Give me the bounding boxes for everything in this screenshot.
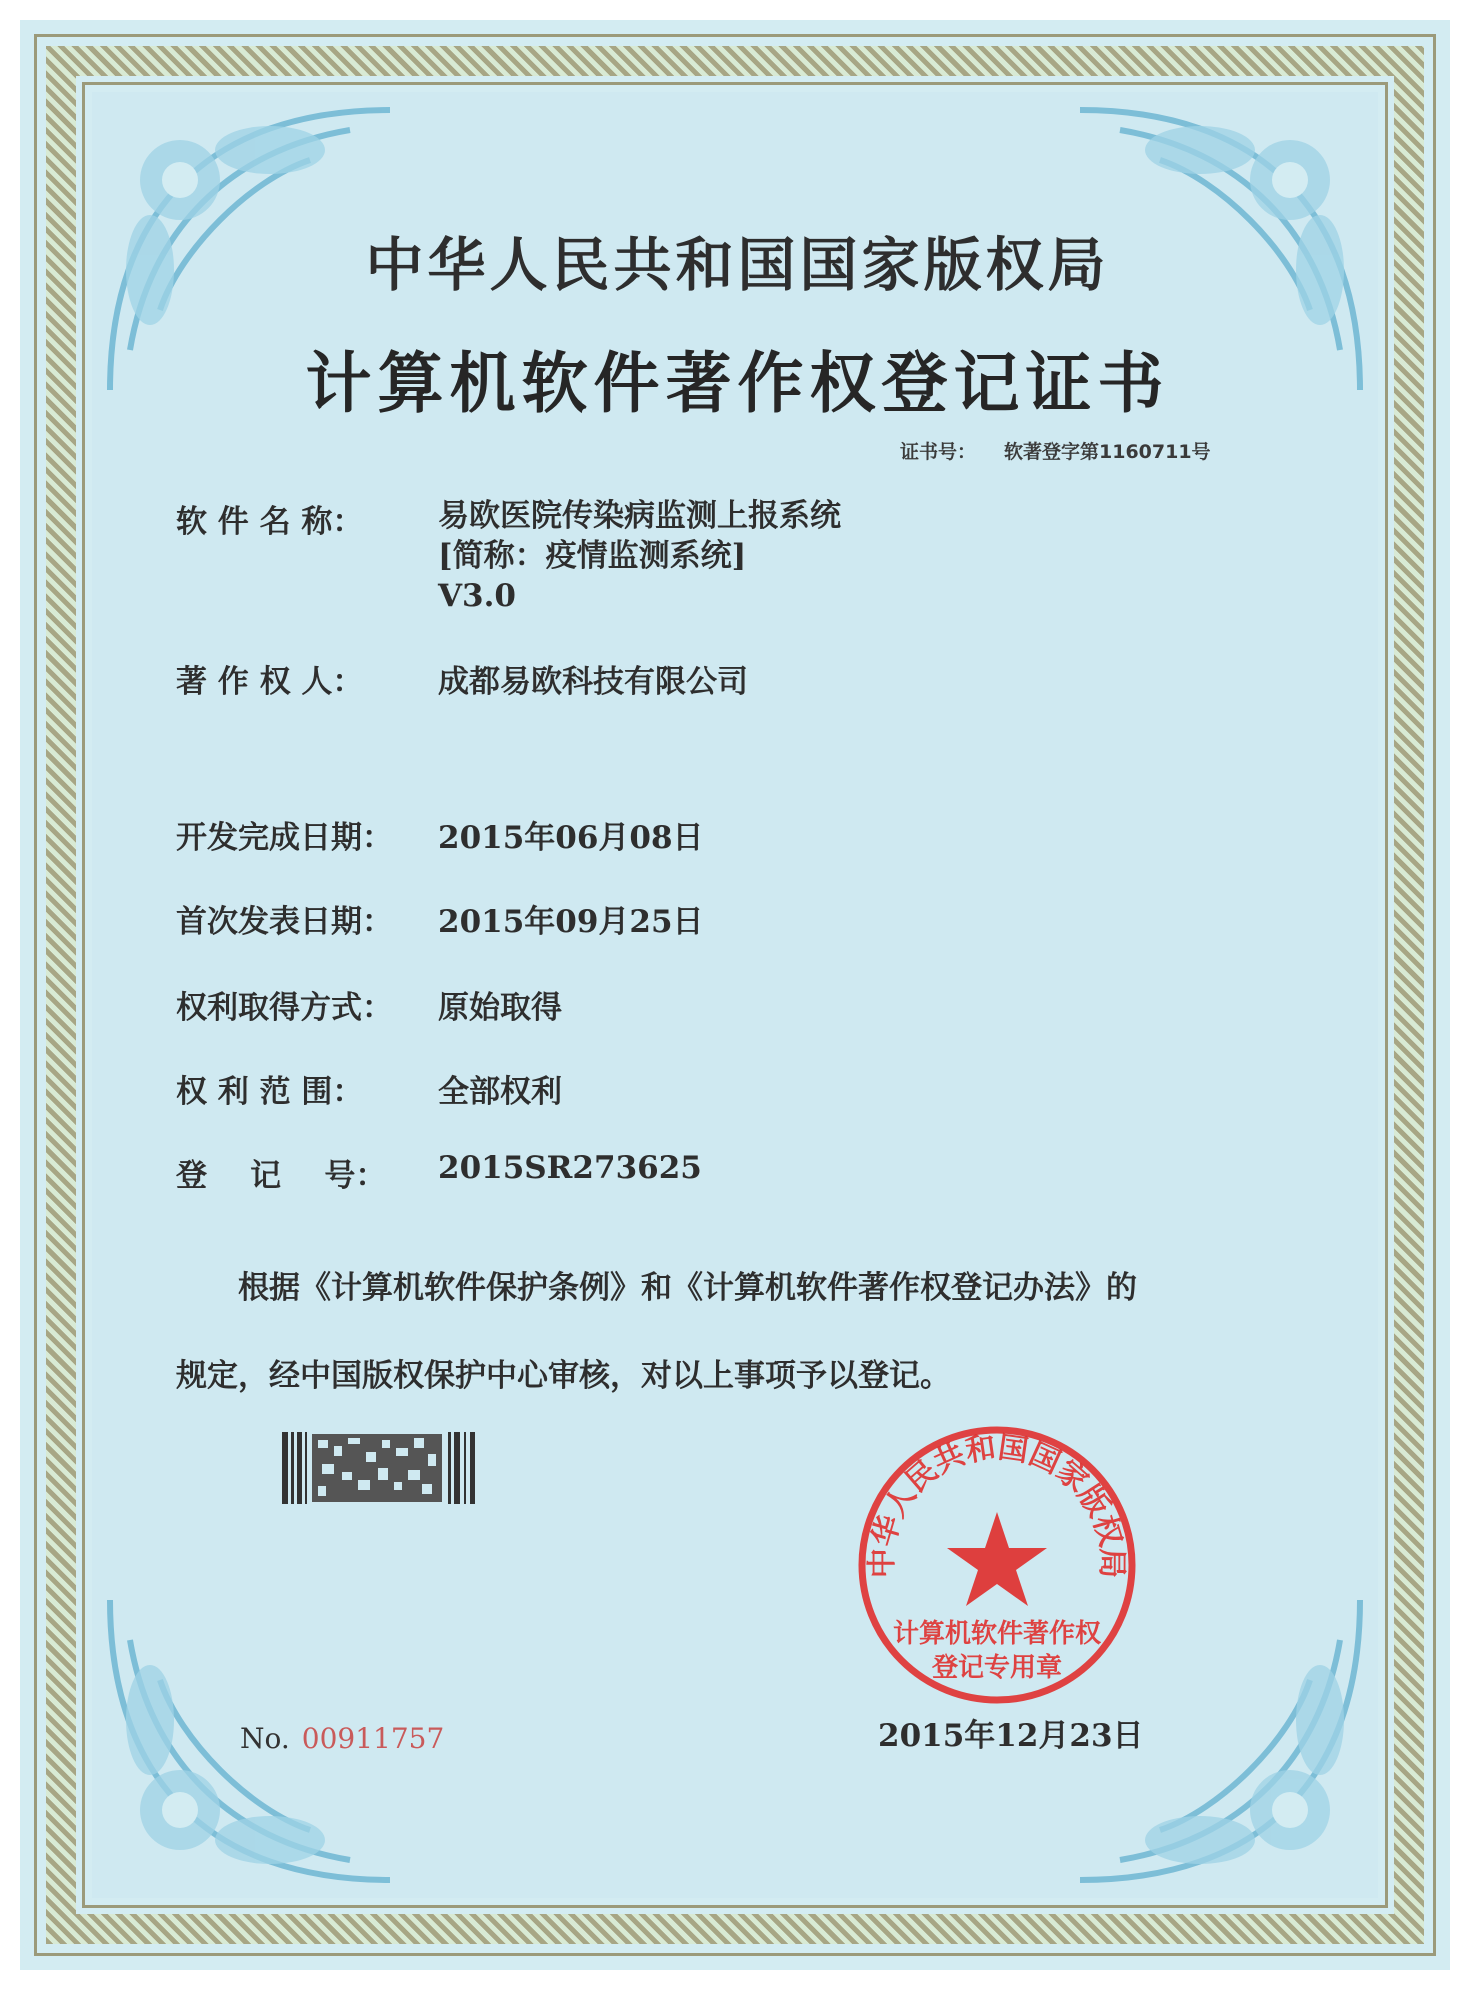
field-value: 原始取得 (438, 990, 562, 1026)
field-value: 成都易欧科技有限公司 (438, 664, 748, 700)
issue-date: 2015年12月23日 (878, 1718, 1144, 1754)
seal-line-1: 计算机软件著作权 (892, 1619, 1102, 1649)
field-label: 权利取得方式： (176, 990, 393, 1026)
serial-number (240, 1722, 444, 1755)
field-value (438, 496, 841, 616)
serial-label: No. (240, 1722, 290, 1755)
field-first-published (176, 896, 704, 941)
software-short-name-line: [简称：疫情监测系统] (438, 538, 747, 574)
official-seal-icon (852, 1420, 1142, 1710)
field-registration-no (176, 1150, 702, 1195)
field-value: 2015SR273625 (438, 1150, 702, 1186)
serial-value: 00911757 (301, 1722, 445, 1755)
certificate-number-value: 软著登字第1160711号 (1004, 441, 1211, 463)
field-value: 2015年06月08日 (438, 820, 704, 856)
field-label: 开发完成日期： (176, 820, 393, 856)
seal-arc-text: 中华人民共和国国家版权局 (864, 1430, 1130, 1579)
field-value: 2015年09月25日 (438, 904, 704, 940)
field-value: 全部权利 (438, 1074, 562, 1110)
field-label: 软 件 名 称： (176, 504, 364, 540)
statement-line-1: 根据《计算机软件保护条例》和《计算机软件著作权登记办法》的 (238, 1270, 1137, 1306)
statement-line-2: 规定，经中国版权保护中心审核，对以上事项予以登记。 (176, 1358, 951, 1394)
issuing-authority: 中华人民共和国国家版权局 (365, 231, 1110, 299)
field-acquisition (176, 982, 562, 1027)
field-label: 首次发表日期： (176, 904, 393, 940)
field-label: 著 作 权 人： (176, 664, 364, 700)
field-scope (176, 1066, 562, 1111)
field-copyright-owner (176, 656, 748, 701)
certificate-number (900, 437, 1211, 464)
seal-line-2: 登记专用章 (931, 1653, 1063, 1683)
field-label: 权 利 范 围： (176, 1074, 364, 1110)
field-software-name (176, 496, 841, 614)
field-label: 登 记 号： (176, 1158, 387, 1194)
barcode-icon (282, 1432, 480, 1504)
software-name-line: 易欧医院传染病监测上报系统 (438, 498, 841, 534)
certificate-title: 计算机软件著作权登记证书 (305, 345, 1170, 422)
field-dev-completed (176, 812, 704, 857)
software-version-line: V3.0 (438, 578, 516, 614)
certificate-number-label: 证书号： (900, 441, 977, 463)
